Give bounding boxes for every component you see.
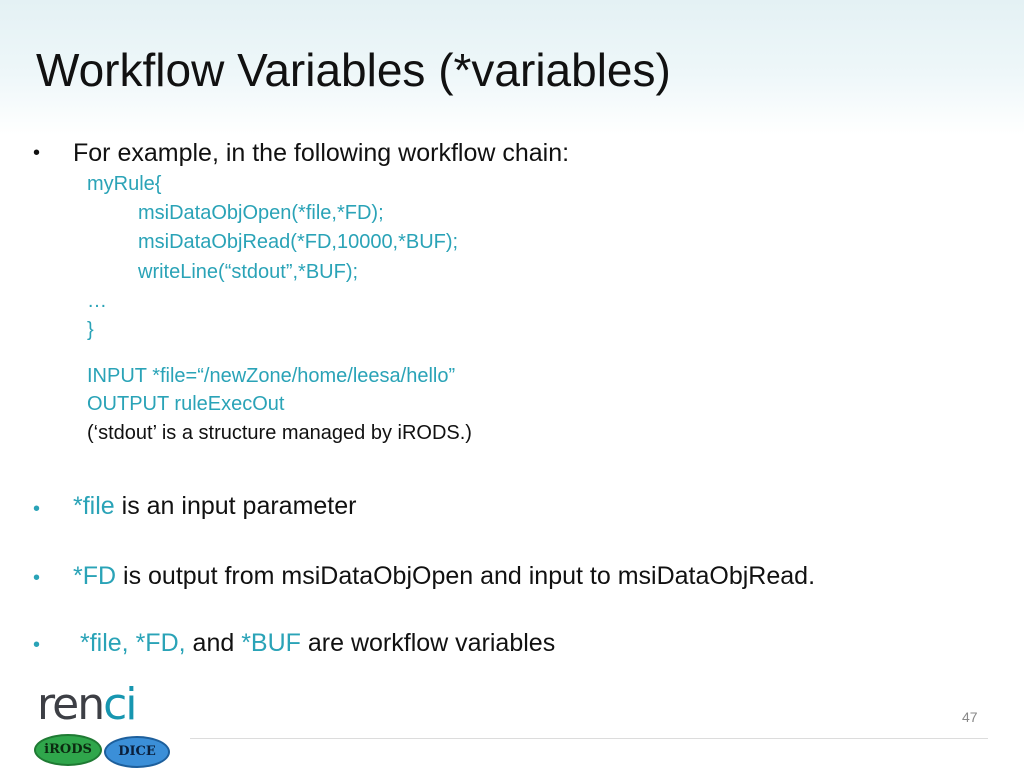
bullet-file-param [73,491,356,521]
stdout-note: (‘stdout’ is a structure managed by iRODS.) [87,422,472,444]
variable-name: *file, *FD, [80,629,186,657]
intro-text: For example, in the following workflow chain: [73,139,570,167]
code-line: OUTPUT ruleExecOut [87,393,285,415]
footer-divider [190,738,988,739]
bullet-dot: • [33,634,41,656]
bullet-text: is output from msiDataObjOpen and input to msiDataObjRead. [116,562,816,590]
bullet-text: and [185,629,242,657]
bullet-dot: • [33,567,41,589]
dice-badge: DICE [104,736,170,768]
bullet-fd-output [73,561,815,591]
code-line: writeLine(“stdout”,*BUF); [138,261,359,283]
bullet-dot: • [33,498,41,520]
variable-name: *BUF [241,629,301,657]
variable-name: *file [73,492,115,520]
code-line: myRule{ [87,173,162,195]
page-number: 47 [962,709,978,725]
renci-wordmark: renci [37,679,136,730]
irods-badge: iRODS [34,734,102,766]
code-line: … [87,290,107,312]
variable-name: *FD [73,562,117,590]
bullet-text: are workflow variables [300,629,556,657]
code-line: } [87,319,94,341]
bullet-workflow-vars [80,628,555,658]
code-line: INPUT *file=“/newZone/home/leesa/hello” [87,365,456,387]
code-line: msiDataObjRead(*FD,10000,*BUF); [138,231,459,253]
bullet-text: is an input parameter [114,492,357,520]
bullet-dot: • [33,142,41,164]
renci-logo [30,679,180,766]
code-line: msiDataObjOpen(*file,*FD); [138,202,384,224]
slide-title: Workflow Variables (*variables) [36,44,671,96]
